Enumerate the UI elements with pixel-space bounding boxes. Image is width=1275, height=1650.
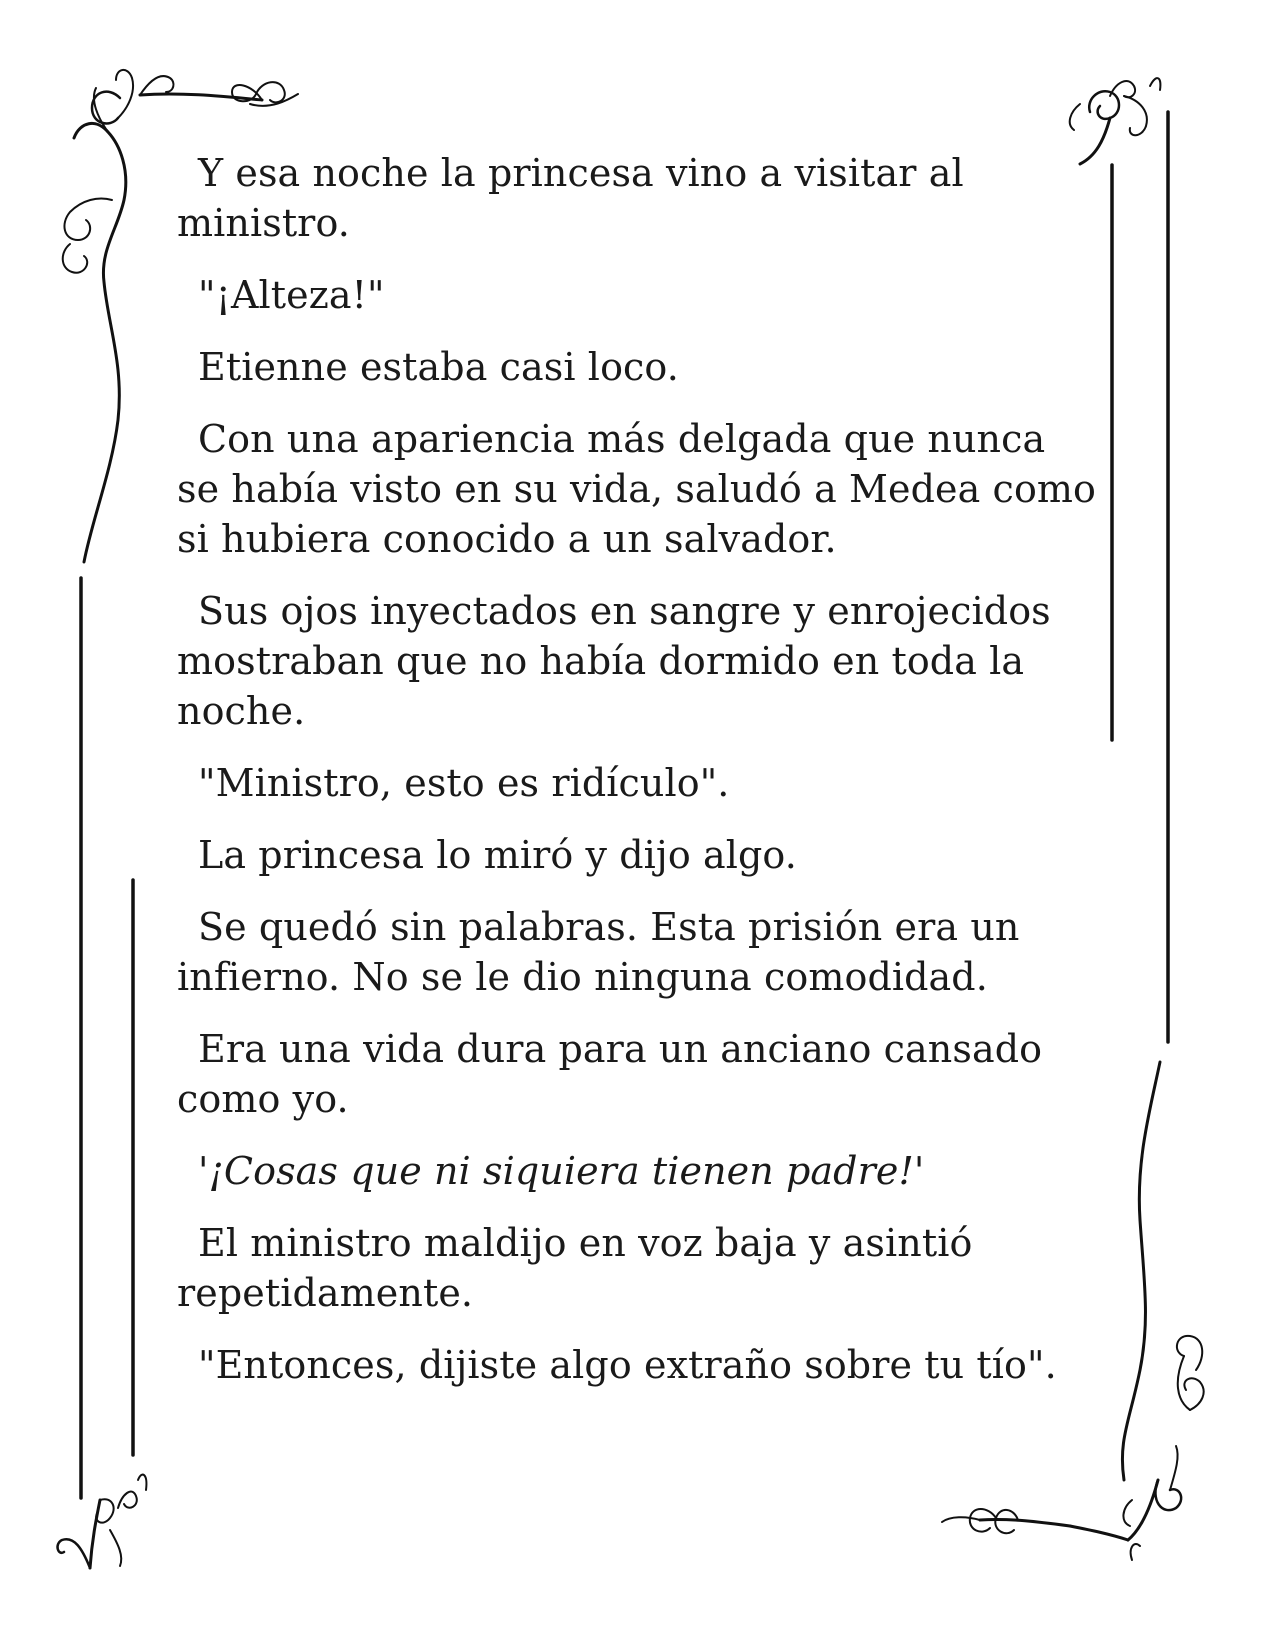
paragraph: "Entonces, dijiste algo extraño sobre tu tío". — [198, 1343, 1057, 1387]
paragraph: Era una vida dura para un anciano cansado como yo. — [177, 1027, 1043, 1121]
paragraph: Se quedó sin palabras. Esta prisión era un infierno. No se le dio ninguna comodidad. — [177, 905, 1020, 999]
left-border-lines — [81, 578, 133, 1498]
paragraph: Sus ojos inyectados en sangre y enrojecidos mostraban que no había dormido en toda la noche. — [177, 589, 1051, 733]
paragraph: Y esa noche la princesa vino a visitar al ministro. — [177, 151, 964, 245]
story-text — [177, 148, 1097, 1412]
paragraph: El ministro maldijo en voz baja y asintió repetidamente. — [177, 1221, 973, 1315]
flourish-bottom-left — [58, 1475, 147, 1568]
paragraph: "Ministro, esto es ridículo". — [198, 761, 730, 805]
paragraph: "¡Alteza!" — [198, 273, 385, 317]
paragraph: Etienne estaba casi loco. — [198, 345, 679, 389]
paragraph-italic-thought: '¡Cosas que ni siquiera tienen padre!' — [198, 1149, 925, 1193]
paragraph: La princesa lo miró y dijo algo. — [198, 833, 797, 877]
paragraph: Con una apariencia más delgada que nunca se había visto en su vida, saludó a Medea como si hubiera conocido a un salvador. — [177, 417, 1097, 561]
